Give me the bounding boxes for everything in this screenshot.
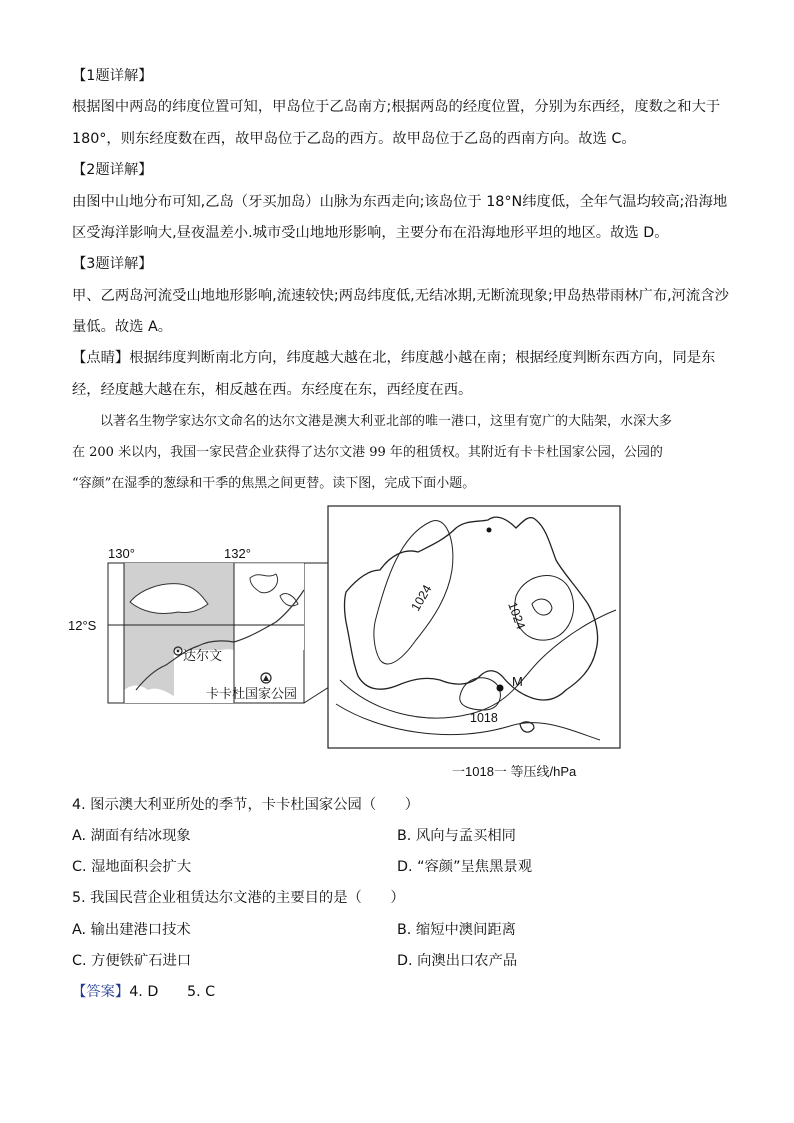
inset-lon-label-132: 132° — [224, 546, 251, 561]
detail2-line-2: 区受海洋影响大,昼夜温差小.城市受山地地形影响，主要分布在沿海地形平坦的地区。故选 D。 — [72, 225, 669, 241]
tip-text-1: 根据纬度判断南北方向，纬度越大越在北，纬度越小越在南；根据经度判断东西方向，同是东 — [129, 350, 716, 366]
answer-tag: 【答案】 — [72, 984, 130, 1000]
inset-lon-label-130: 130° — [108, 546, 135, 561]
tip-line-2: 经，经度越大越在东，相反越在西。东经度在东，西经度在西。 — [72, 382, 473, 398]
point-m-marker — [497, 685, 504, 692]
q4-option-c: C. 湿地面积会扩大 — [72, 859, 192, 875]
answer-line — [72, 982, 215, 1002]
tip-line-1 — [72, 348, 715, 368]
q4-option-d: D. “容颜”呈焦黑景观 — [397, 859, 532, 875]
q5-option-a: A. 输出建港口技术 — [72, 922, 191, 938]
detail1-line-2: 180°，则东经度数在西，故甲岛位于乙岛的西方。故甲岛位于乙岛的西南方向。故选 C。 — [72, 131, 636, 147]
passage-line-1: 以著名生物学家达尔文命名的达尔文港是澳大利亚北部的唯一港口，这里有宽广的大陆架，水深大多 — [100, 414, 673, 429]
main-isobar-map — [328, 506, 620, 748]
detail2-line-1: 由图中山地分布可知,乙岛（牙买加岛）山脉为东西走向;该岛位于 18°N纬度低，全年气温均较高;沿海地 — [72, 194, 728, 210]
park-label: 卡卡杜国家公园 — [206, 686, 298, 701]
q4-stem: 4. 图示澳大利亚所处的季节，卡卡杜国家公园（ ） — [72, 797, 420, 813]
detail3-line-1: 甲、乙两岛河流受山地地形影响,流速较快;两岛纬度低,无结冰期,无断流现象;甲岛热带雨林广布,河流含沙 — [72, 288, 729, 304]
detail2-heading: 【2题详解】 — [72, 162, 153, 178]
isobar-label-1018: 1018 — [470, 711, 498, 725]
detail1-line-1: 根据图中两岛的纬度位置可知，甲岛位于乙岛南方;根据两岛的经度位置，分别为东西经，度数之和大于 — [72, 99, 721, 115]
passage-line-3: “容颜”在湿季的葱绿和干季的焦黑之间更替。读下图，完成下面小题。 — [72, 476, 476, 491]
map-figure — [68, 500, 640, 790]
darwin-label: 达尔文 — [183, 648, 223, 663]
detail3-heading: 【3题详解】 — [72, 256, 153, 272]
answer-text: 4. D 5. C — [129, 984, 216, 1000]
isobar-label-1024-west: 1024 — [408, 582, 435, 614]
q5-option-d: D. 向澳出口农产品 — [397, 953, 518, 969]
detail1-heading: 【1题详解】 — [72, 68, 153, 84]
detail3-line-2: 量低。故选 A。 — [72, 319, 173, 335]
q5-option-c: C. 方便铁矿石进口 — [72, 953, 192, 969]
q5-option-b: B. 缩短中澳间距离 — [397, 922, 516, 938]
tip-heading: 【点睛】 — [72, 350, 130, 366]
q4-option-b: B. 风向与孟买相同 — [397, 828, 516, 844]
passage-line-2: 在 200 米以内，我国一家民营企业获得了达尔文港 99 年的租赁权。其附近有卡卡杜国家公园，公园的 — [72, 445, 663, 460]
map-legend: 一1018一 等压线/hPa — [452, 764, 577, 779]
q5-stem: 5. 我国民营企业租赁达尔文港的主要目的是（ ） — [72, 890, 405, 906]
q4-option-a: A. 湖面有结冰现象 — [72, 828, 191, 844]
inset-lat-label: 12°S — [68, 618, 97, 633]
inset-map — [68, 546, 304, 703]
isobar-label-1024-east: 1024 — [505, 600, 528, 632]
point-m-label: M — [512, 674, 523, 689]
